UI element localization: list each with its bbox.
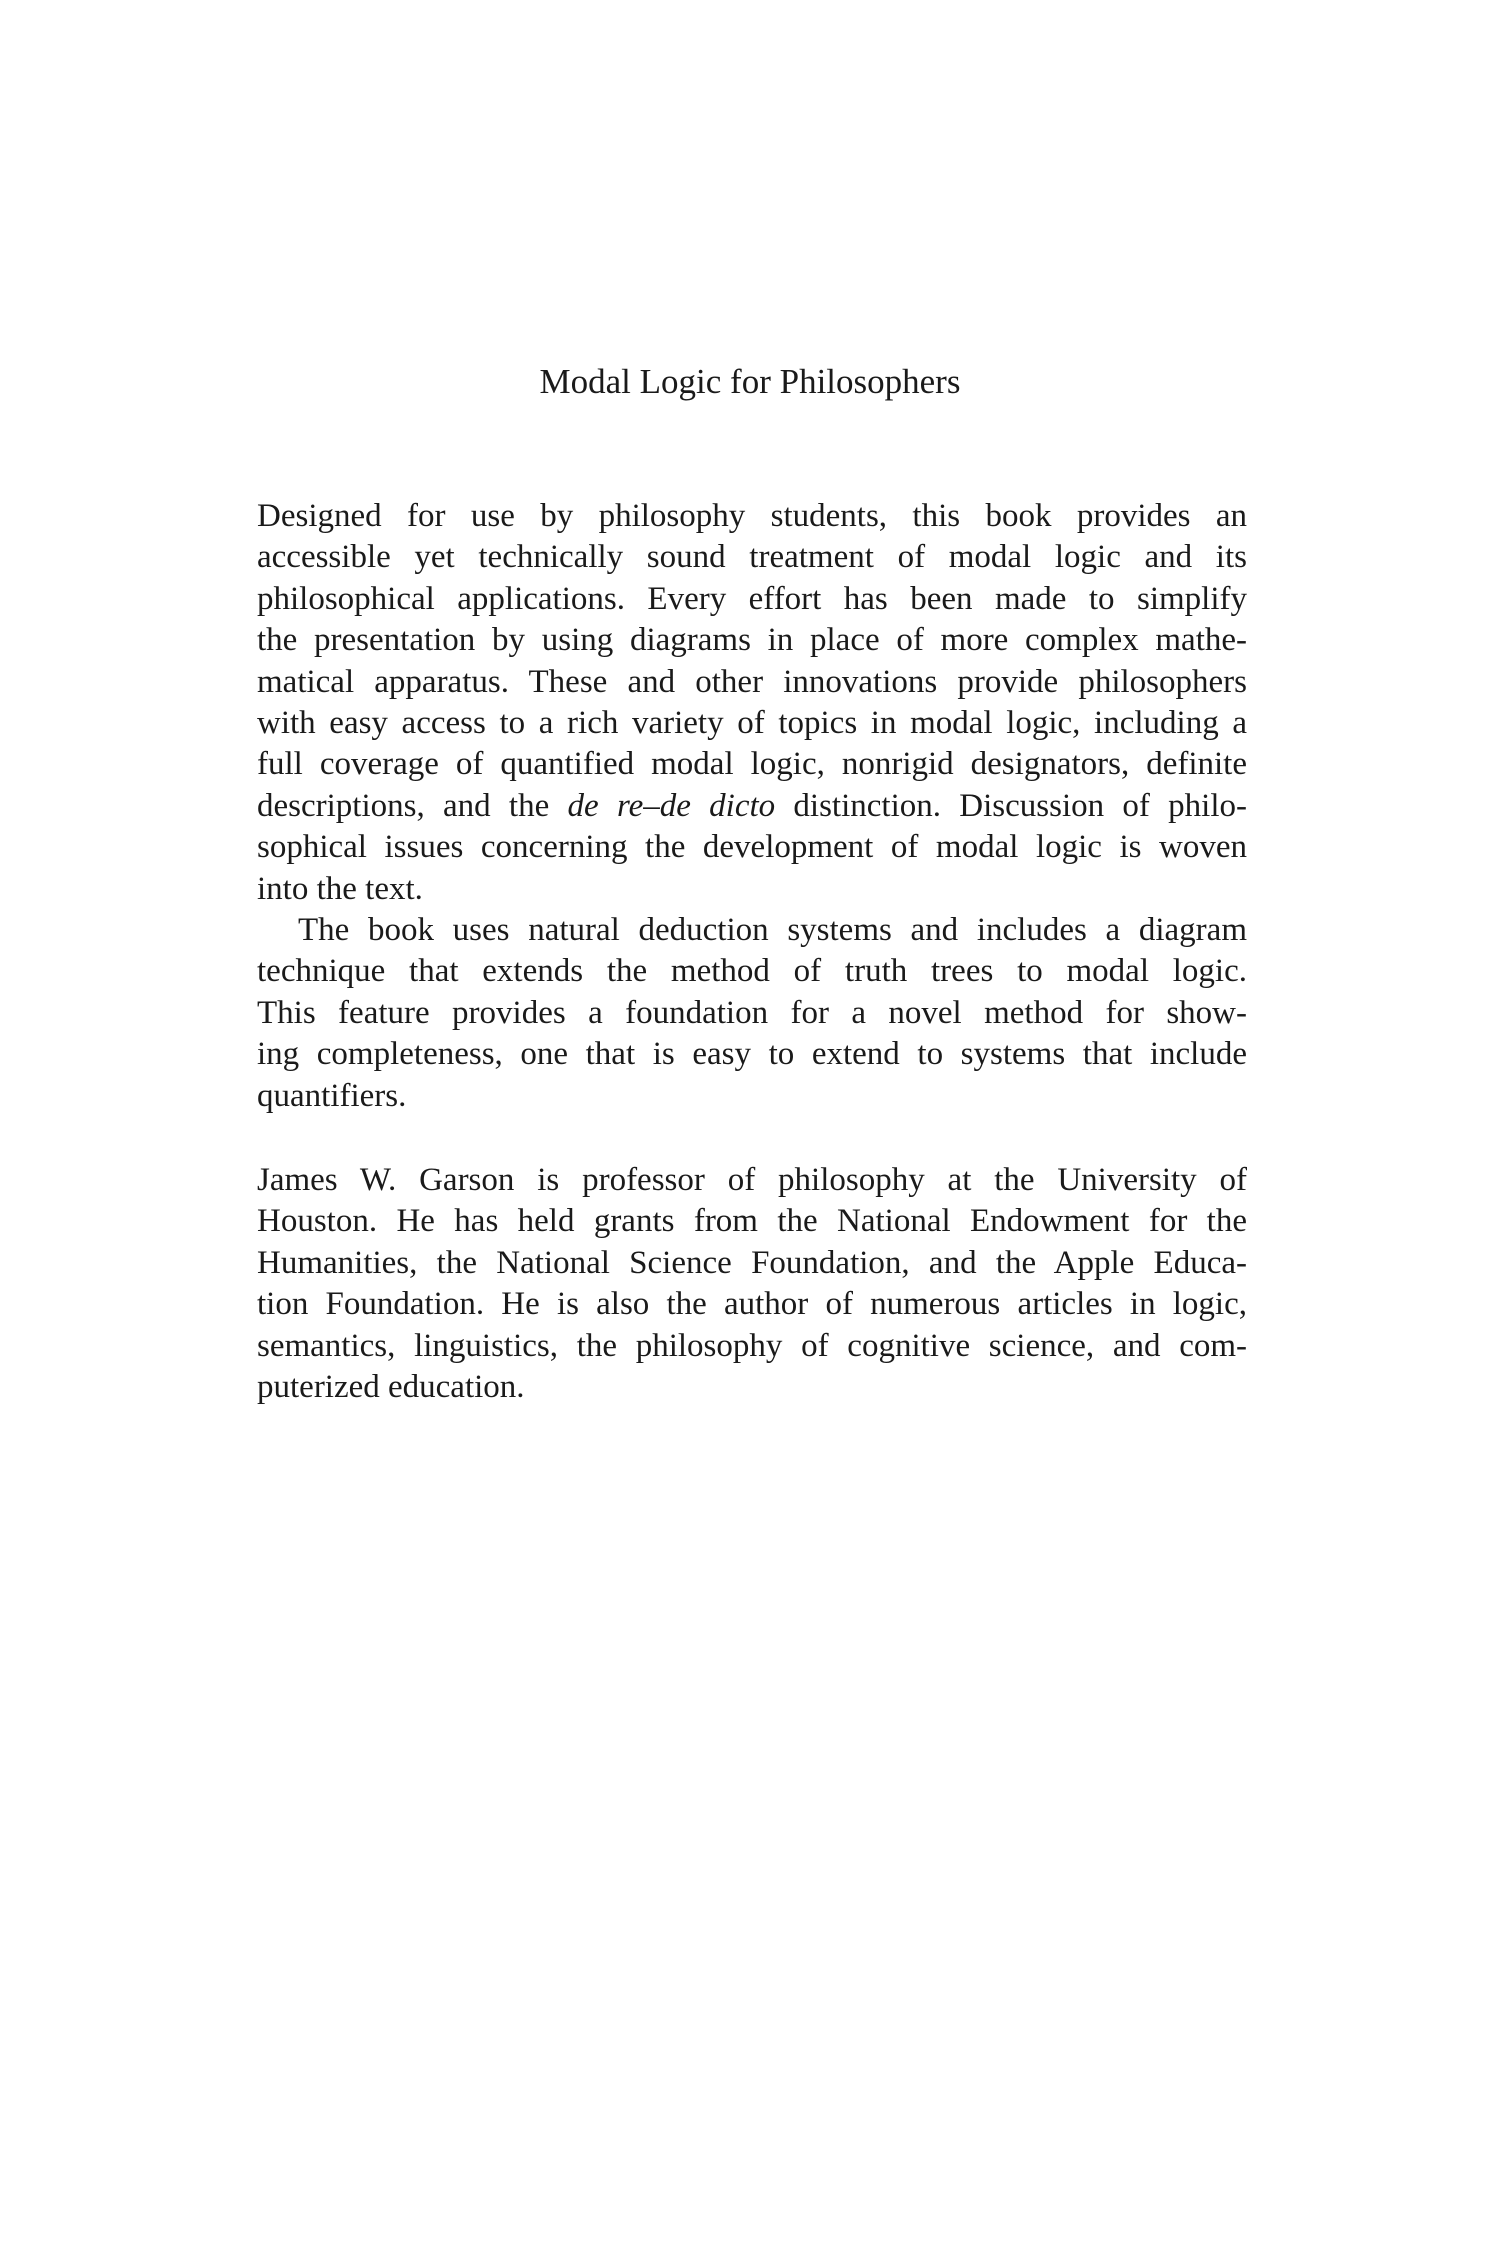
italic-term: de re–de dicto (567, 787, 776, 824)
text-line: This feature provides a foundation for a novel method for show- (257, 994, 1247, 1031)
text-line: sophical issues concerning the development of modal logic is woven (257, 829, 1247, 866)
text-line: semantics, linguistics, the philosophy of cognitive science, and com- (257, 1327, 1247, 1364)
text-line: with easy access to a rich variety of topics in modal logic, including a (257, 704, 1247, 741)
text-line: full coverage of quantified modal logic, nonrigid designators, definite (257, 746, 1247, 783)
text-line (257, 786, 1247, 827)
text-line: The book uses natural deduction systems and includes a diagram (298, 912, 1247, 948)
description-paragraph-1 (257, 496, 1247, 910)
text-line: James W. Garson is professor of philosophy at the University of (257, 1162, 1247, 1198)
text-line: technique that extends the method of truth trees to modal logic. (257, 953, 1247, 990)
text-line: puterized education. (257, 1368, 525, 1405)
text-line: Humanities, the National Science Foundation, and the Apple Educa- (257, 1244, 1247, 1281)
text-line: tion Foundation. He is also the author of numerous articles in logic, (257, 1286, 1247, 1323)
description-paragraph-2 (257, 910, 1247, 1117)
text-line: Houston. He has held grants from the National Endowment for the (257, 1203, 1247, 1240)
text-line: the presentation by using diagrams in place of more complex mathe- (257, 622, 1247, 659)
author-bio (257, 1160, 1247, 1408)
text-segment: descriptions, and the (257, 787, 568, 824)
text-line: Designed for use by philosophy students, this book provides an (257, 498, 1247, 534)
text-segment: distinction. Discussion of philo- (775, 787, 1247, 824)
text-line: quantifiers. (257, 1077, 407, 1114)
text-line: matical apparatus. These and other innovations provide philosophers (257, 663, 1247, 700)
text-line: into the text. (257, 870, 423, 907)
text-line: accessible yet technically sound treatment of modal logic and its (257, 539, 1247, 576)
text-line: ing completeness, one that is easy to extend to systems that include (257, 1036, 1247, 1073)
text-line: philosophical applications. Every effort has been made to simplify (257, 580, 1247, 617)
book-title: Modal Logic for Philosophers (539, 362, 961, 401)
